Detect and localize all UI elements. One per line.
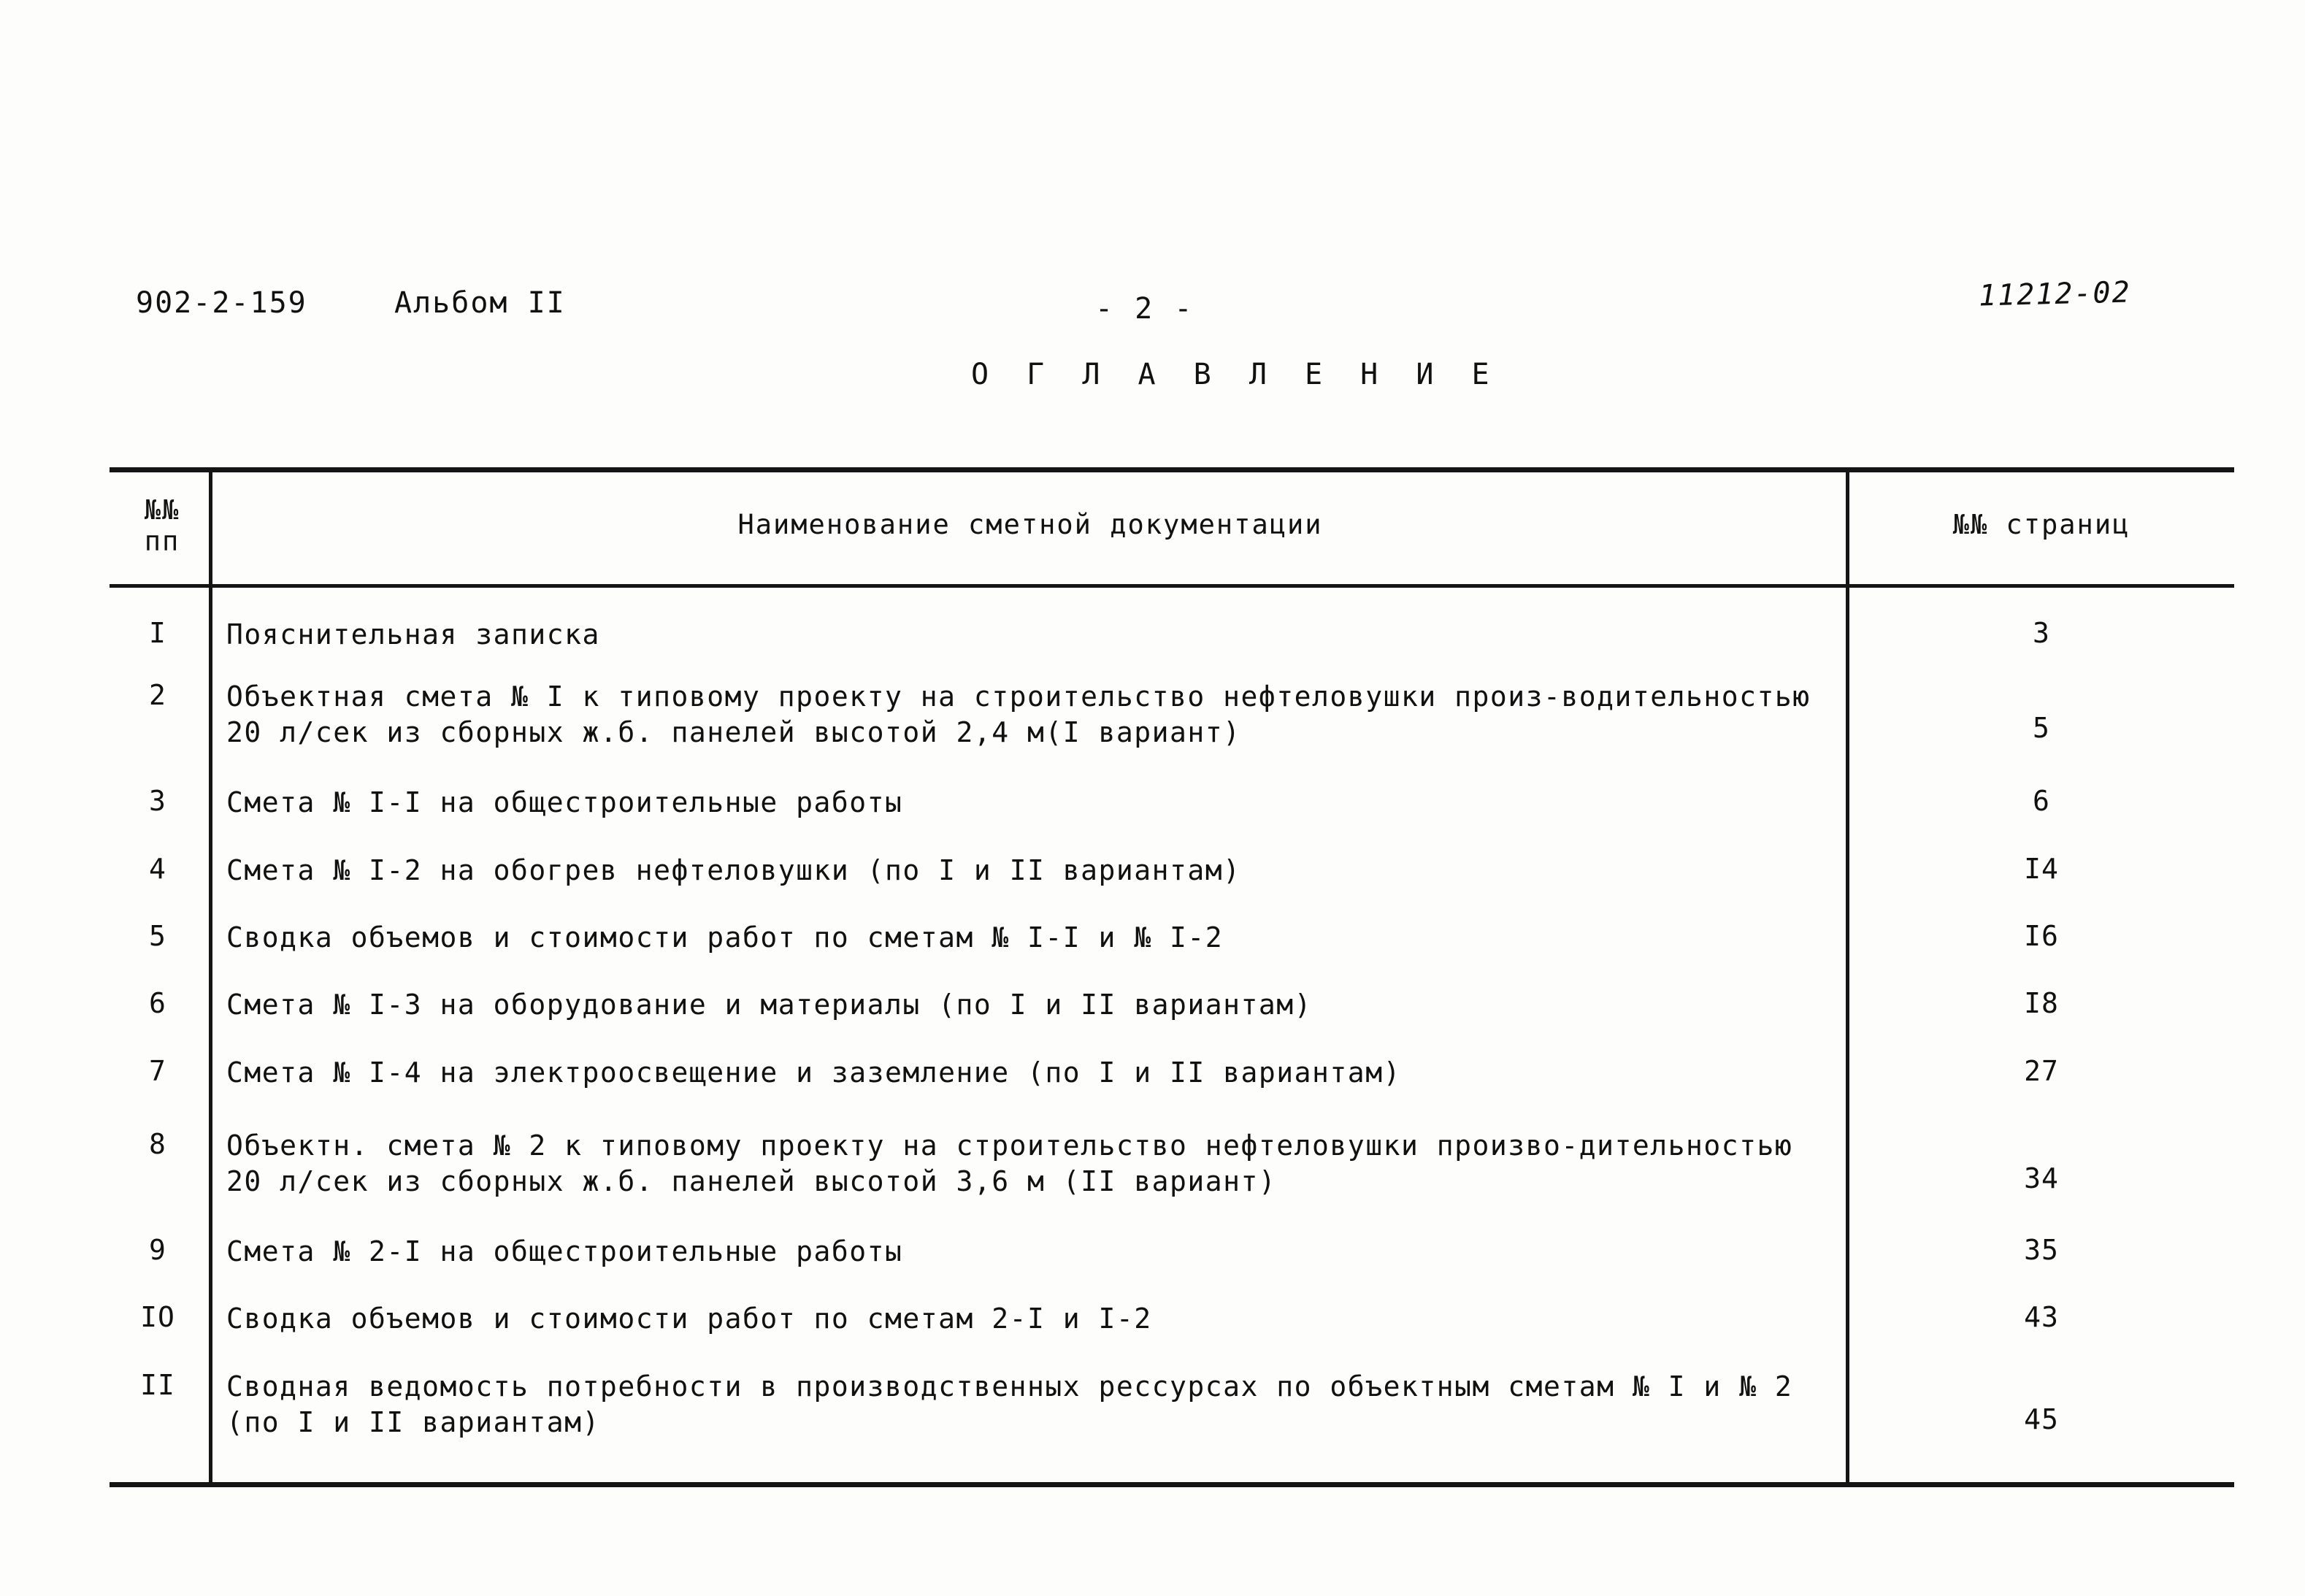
table-row-number: 2 [149,679,166,711]
column-header-number-line1: №№ [144,494,180,526]
table-row-title: Сводка объемов и стоимости работ по сметам 2-I и I-2 [226,1302,1152,1335]
stamp-code: 11212-02 [1978,275,2132,313]
document-code: 902-2-159 [136,286,307,320]
table-row-number: 9 [149,1234,166,1266]
page-title: О Г Л А В Л Е Н И Е [971,358,1500,391]
table-row-page: 27 [2024,1055,2059,1087]
table-row-number: 4 [149,853,166,885]
page-number: - 2 - [1095,292,1194,326]
table-row-page: 3 [2033,617,2050,649]
table-column-divider-right [1846,467,1849,1487]
table-row-title: Смета № I-2 на обогрев нефтеловушки (по I и II вариантам) [226,854,1241,886]
table-row-page: I4 [2024,853,2059,885]
table-top-border [110,467,2234,472]
column-header-name: Наименование сметной документации [737,509,1323,540]
table-row-page: 35 [2024,1234,2059,1266]
table-row-number: 5 [149,920,166,952]
table-row-page: 34 [2024,1162,2059,1194]
table-bottom-border [110,1482,2234,1487]
table-row-title: Смета № 2-I на общестроительные работы [226,1235,903,1267]
table-row-title: Смета № I-I на общестроительные работы [226,786,903,818]
table-row-number: IO [140,1301,175,1333]
table-row-number: 6 [149,987,166,1019]
table-row-title: Объектн. смета № 2 к типовому проекту на строительство нефтеловушки произво-дительностью 20 л/сек из сборных ж.б. панелей высотой 3,6 м (II вариант) [226,1129,1793,1197]
album-label: Альбом II [394,286,566,320]
table-row-title: Объектная смета № I к типовому проекту на строительство нефтеловушки произ-водительностью 20 л/сек из сборных ж.б. панелей высотой 2,4 м(I вариант) [226,680,1811,748]
table-row-page: 43 [2024,1301,2059,1333]
column-header-number-line2: пп [144,525,180,557]
column-header-number [118,495,206,557]
table-row-page: I6 [2024,920,2059,952]
table-row-number: 3 [149,785,166,817]
table-row-title: Пояснительная записка [226,618,600,651]
table-row-number: 7 [149,1055,166,1087]
table-row-title: Сводка объемов и стоимости работ по сметам № I-I и № I-2 [226,921,1224,954]
table-row-number: 8 [149,1128,166,1160]
table-row-page: 5 [2033,712,2050,744]
table-row-title: Смета № I-4 на электроосвещение и заземление (по I и II вариантам) [226,1056,1401,1089]
table-row-page: 6 [2033,785,2050,817]
table-row-page: I8 [2024,987,2059,1019]
table-row-title: Смета № I-3 на оборудование и материалы (по I и II вариантам) [226,989,1313,1021]
table-column-divider-left [209,467,212,1487]
table-row-number: II [140,1369,175,1401]
table-row-page: 45 [2024,1403,2059,1435]
table-header-border [110,584,2234,588]
table-row-number: I [149,617,166,649]
table-row-title: Сводная ведомость потребности в производственных рессурсах по объектным сметам № I и № 2 (по I и II вариантам) [226,1370,1793,1438]
column-header-pages: №№ страниц [1952,509,2131,540]
